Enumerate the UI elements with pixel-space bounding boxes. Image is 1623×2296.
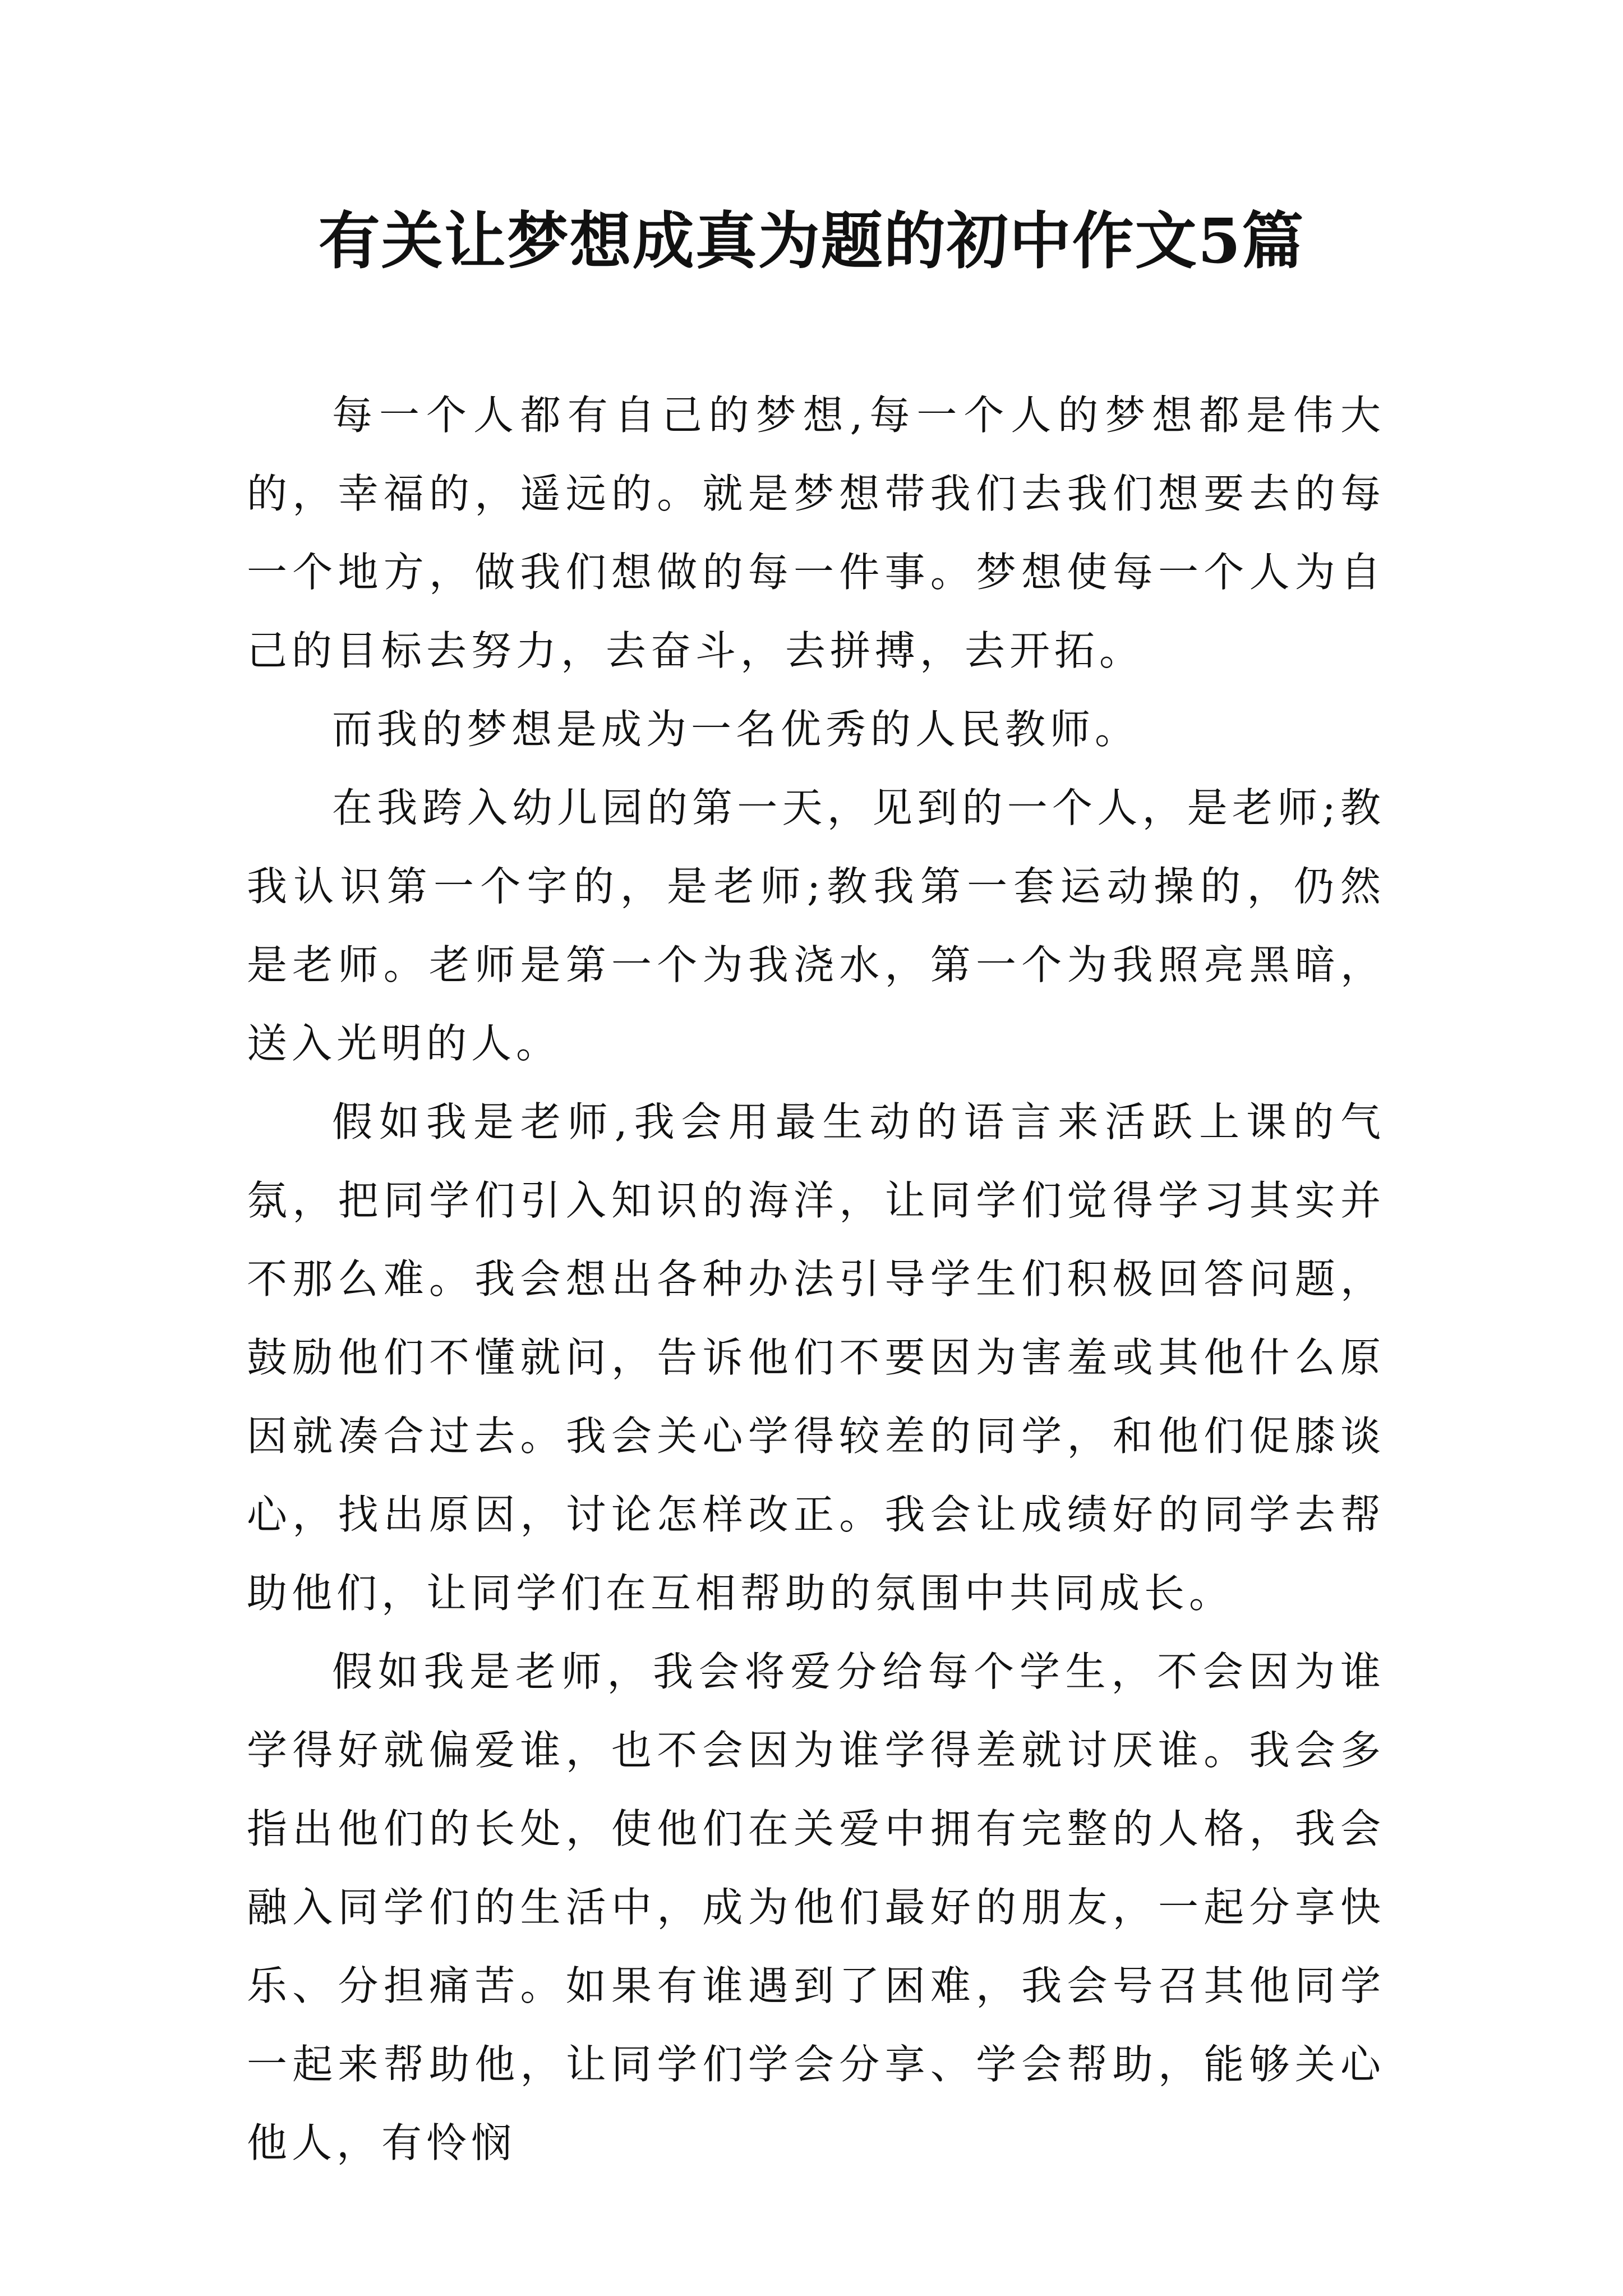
paragraph: 假如我是老师，我会将爱分给每个学生，不会因为谁学得好就偏爱谁，也不会因为谁学得差就讨厌谁。我会多指出他们的长处，使他们在关爱中拥有完整的人格，我会融入同学们的生活中，成为他们最好的朋友，一起分享快乐、分担痛苦。如果有谁遇到了困难，我会号召其他同学一起来帮助他，让同学们学会分享、学会帮助，能够关心他人，有怜悯 xyxy=(247,1648,1385,2166)
page-title: 有关让梦想成真为题的初中作文5篇 xyxy=(318,205,1305,277)
paragraph: 而我的梦想是成为一名优秀的人民教师。 xyxy=(332,706,1140,753)
paragraph: 假如我是老师,我会用最生动的语言来活跃上课的气氛，把同学们引入知识的海洋，让同学们觉得学习其实并不那么难。我会想出各种办法引导学生们积极回答问题，鼓励他们不懂就问，告诉他们不要因为害羞或其他什么原因就凑合过去。我会关心学得较差的同学，和他们促膝谈心，找出原因，讨论怎样改正。我会让成绩好的同学去帮助他们，让同学们在互相帮助的氛围中共同成长。 xyxy=(247,1098,1385,1617)
paragraph: 在我跨入幼儿园的第一天，见到的一个人，是老师;教我认识第一个字的，是老师;教我第一套运动操的，仍然是老师。老师是第一个为我浇水，第一个为我照亮黑暗，送入光明的人。 xyxy=(247,784,1385,1067)
document-body xyxy=(247,376,1385,2182)
paragraph: 每一个人都有自己的梦想,每一个人的梦想都是伟大的，幸福的，遥远的。就是梦想带我们去我们想要去的每一个地方，做我们想做的每一件事。梦想使每一个人为自己的目标去努力，去奋斗，去拼搏，去开拓。 xyxy=(247,392,1385,674)
